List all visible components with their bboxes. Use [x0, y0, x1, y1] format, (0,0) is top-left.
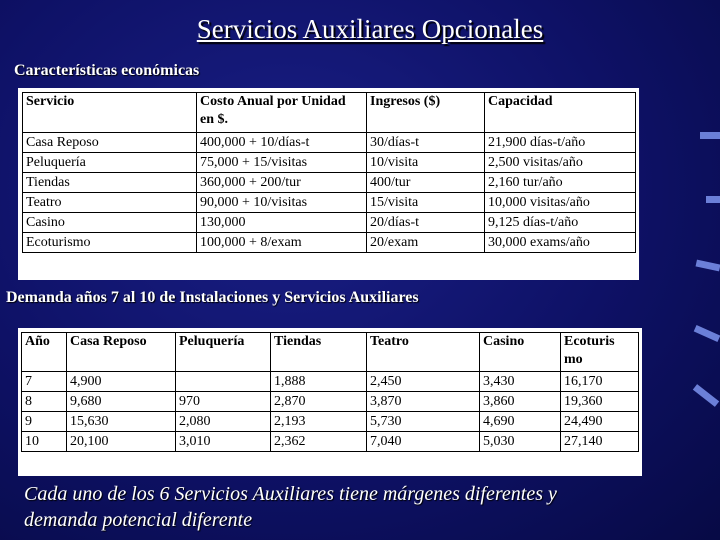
footer-note: Cada uno de los 6 Servicios Auxiliares tiene márgenes diferentes y demanda potencial diferente — [24, 483, 557, 531]
table-row — [22, 412, 639, 432]
table-cell: 2,362 — [271, 432, 367, 452]
table-row — [23, 193, 636, 213]
demand-table — [21, 332, 639, 452]
table-cell: Ecoturismo — [23, 233, 197, 253]
decor-stripe — [706, 196, 720, 203]
table-row — [22, 392, 639, 412]
table-row — [22, 432, 639, 452]
header-cell: Teatro — [367, 333, 480, 372]
section-demand-heading: Demanda años 7 al 10 de Instalaciones y Servicios Auxiliares — [6, 289, 419, 306]
table-cell: 1,888 — [271, 372, 367, 392]
table-cell: 7,040 — [367, 432, 480, 452]
table-cell: 3,430 — [480, 372, 561, 392]
header-cell: Ingresos ($) — [367, 93, 485, 133]
slide-title: Servicios Auxiliares Opcionales — [196, 14, 544, 44]
table-cell: 2,870 — [271, 392, 367, 412]
decor-stripe — [694, 325, 720, 342]
header-cell: Peluquería — [176, 333, 271, 372]
table-cell: 400/tur — [367, 173, 485, 193]
table-cell: 970 — [176, 392, 271, 412]
section-economic-heading: Características económicas — [14, 62, 200, 79]
table-cell: 15,630 — [67, 412, 176, 432]
table-cell — [176, 372, 271, 392]
table-cell: Casa Reposo — [23, 133, 197, 153]
table-cell: 24,490 — [561, 412, 639, 432]
table-cell: 2,160 tur/año — [485, 173, 636, 193]
table-cell: 4,900 — [67, 372, 176, 392]
table-cell: 8 — [22, 392, 67, 412]
table-cell: 16,170 — [561, 372, 639, 392]
table-cell: 2,193 — [271, 412, 367, 432]
table-cell: 3,010 — [176, 432, 271, 452]
table-cell: 9,680 — [67, 392, 176, 412]
table-row — [23, 213, 636, 233]
header-cell: Ecoturis mo — [561, 333, 639, 372]
decor-stripe — [696, 260, 720, 272]
header-cell: Capacidad — [485, 93, 636, 133]
table-cell: 3,860 — [480, 392, 561, 412]
table-cell: 9,125 días-t/año — [485, 213, 636, 233]
table-cell: 2,080 — [176, 412, 271, 432]
table-row — [23, 133, 636, 153]
table-cell: 75,000 + 15/visitas — [197, 153, 367, 173]
table-row — [23, 173, 636, 193]
table-cell: 5,730 — [367, 412, 480, 432]
table-cell: 15/visita — [367, 193, 485, 213]
header-cell: Tiendas — [271, 333, 367, 372]
table-cell: 5,030 — [480, 432, 561, 452]
table-cell: 10/visita — [367, 153, 485, 173]
table-cell: 9 — [22, 412, 67, 432]
table-header-row — [22, 333, 639, 372]
table-cell: 30/días-t — [367, 133, 485, 153]
table-cell: 2,500 visitas/año — [485, 153, 636, 173]
header-cell: Casa Reposo — [67, 333, 176, 372]
table-row — [23, 153, 636, 173]
table-cell: 19,360 — [561, 392, 639, 412]
table-row — [22, 372, 639, 392]
table-cell: 100,000 + 8/exam — [197, 233, 367, 253]
table-cell: 90,000 + 10/visitas — [197, 193, 367, 213]
table-cell: 10 — [22, 432, 67, 452]
table-cell: 130,000 — [197, 213, 367, 233]
table-cell: Tiendas — [23, 173, 197, 193]
header-cell: Servicio — [23, 93, 197, 133]
demand-table-panel — [18, 328, 642, 476]
table-cell: 3,870 — [367, 392, 480, 412]
table-cell: 30,000 exams/año — [485, 233, 636, 253]
table-cell: 27,140 — [561, 432, 639, 452]
table-cell: 400,000 + 10/días-t — [197, 133, 367, 153]
header-cell: Casino — [480, 333, 561, 372]
decor-stripe — [693, 384, 719, 407]
table-cell: 10,000 visitas/año — [485, 193, 636, 213]
table-cell: 21,900 días-t/año — [485, 133, 636, 153]
economic-table-panel — [18, 88, 639, 280]
table-cell: Teatro — [23, 193, 197, 213]
economic-table — [22, 92, 636, 253]
table-row — [23, 233, 636, 253]
decor-stripe — [700, 132, 720, 139]
table-cell: 360,000 + 200/tur — [197, 173, 367, 193]
table-cell: 7 — [22, 372, 67, 392]
table-cell: 20,100 — [67, 432, 176, 452]
table-cell: 2,450 — [367, 372, 480, 392]
table-cell: Casino — [23, 213, 197, 233]
header-cell: Año — [22, 333, 67, 372]
header-cell: Costo Anual por Unidad en $. — [197, 93, 367, 133]
table-cell: 4,690 — [480, 412, 561, 432]
table-cell: Peluquería — [23, 153, 197, 173]
table-header-row — [23, 93, 636, 133]
table-cell: 20/exam — [367, 233, 485, 253]
table-cell: 20/días-t — [367, 213, 485, 233]
